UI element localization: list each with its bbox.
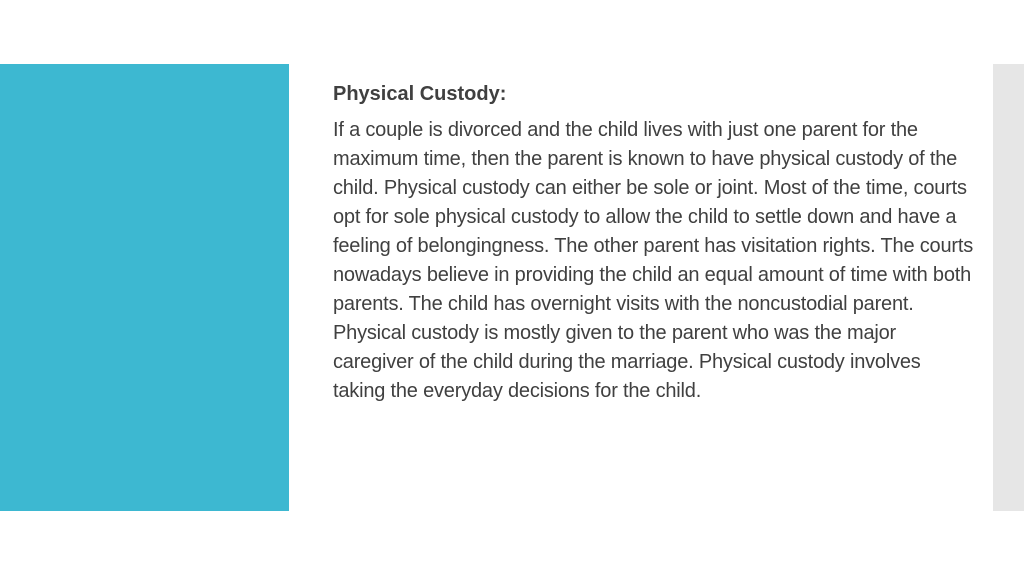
accent-block [0, 64, 289, 511]
side-strip [993, 64, 1024, 511]
slide-body-text: If a couple is divorced and the child lives with just one parent for the maximum time, then the parent is known to have physical custody of the child. Physical custody can either be sole or joint. Most of the time, courts opt for sole physical custody to allow the child to settle down and have a feeling of belongingness. The other parent has visitation rights. The courts nowadays believe in providing the child an equal amount of time with both parents. The child has overnight visits with the noncustodial parent. Physical custody is mostly given to the parent who was the major caregiver of the child during the marriage. Physical custody involves taking the everyday decisions for the child. [333, 119, 974, 402]
slide-content [333, 80, 973, 406]
slide-heading: Physical Custody: [333, 83, 507, 105]
